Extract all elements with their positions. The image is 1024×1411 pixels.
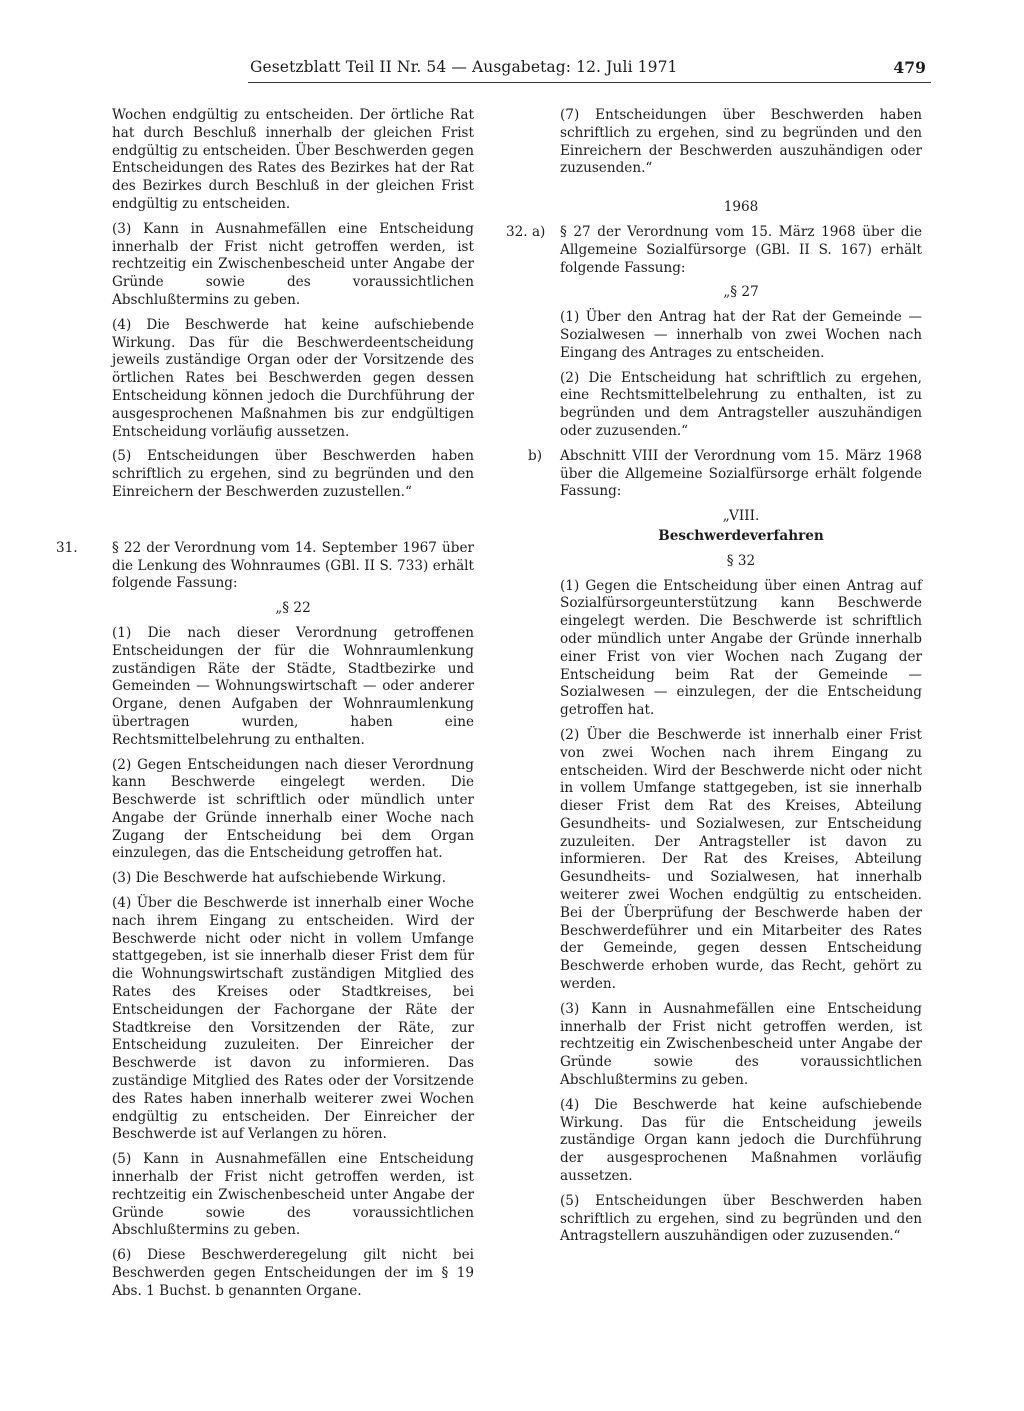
- item-32a-text: § 27 der Verordnung vom 15. März 1968 über die Allgemeine Sozialfürsorge (GBl. II S. 167) erhält folgende Fassung:: [560, 223, 922, 276]
- section-22-paragraph-6: (6) Diese Beschwerderegelung gilt nicht bei Beschwerden gegen Entscheidungen der im § 19 Abs. 1 Buchst. b genannten Organe.: [112, 1247, 474, 1299]
- section-22-paragraph-3: (3) Die Beschwerde hat aufschiebende Wirkung.: [112, 870, 447, 887]
- paragraph-4: (4) Die Beschwerde hat keine aufschiebende Wirkung. Das für die Beschwerdeentscheidung jeweils zuständige Organ oder der Vorsitzende des örtlichen Rates bei Beschwerden gegen dessen Entscheidung können jedoch die Durchführung der ausgesprochenen Maßnahmen bis zur endgültigen Entscheidung vorläufig aussetzen.: [112, 316, 474, 440]
- item-32b-text: Abschnitt VIII der Verordnung vom 15. März 1968 über die Allgemeine Sozialfürsorge erhält folgende Fassung:: [560, 447, 922, 500]
- page-header: [250, 58, 930, 76]
- section-22-paragraph-4: (4) Über die Beschwerde ist innerhalb einer Woche nach ihrem Eingang zu entscheiden. Wird der Beschwerde nicht oder nicht in vollem Umfange stattgegeben, ist sie innerhalb dieser Frist dem für die Wohnungswirtschaft zuständigen Mitglied des Rates des Kreises oder Stadtkreises, bei Entscheidungen der Fachorgane der Räte der Stadtkreise den Vorsitzenden der Räte, zur Entscheidung zuzuleiten. Der Einreicher der Beschwerde ist davon zu informieren. Das zuständige Mitglied des Rates oder der Vorsitzende des Rates haben innerhalb weiterer zwei Wochen endgültig zu entscheiden. Der Einreicher der Beschwerde ist auf Verlangen zu hören.: [112, 895, 474, 1143]
- section-27-heading: „§ 27: [723, 284, 759, 301]
- section-32-paragraph-1: (1) Gegen die Entscheidung über einen Antrag auf Sozialfürsorgeunterstützung kann Beschwerde eingelegt werden. Die Beschwerde ist schriftlich oder mündlich unter Angabe der Gründe innerhalb einer Frist von vier Wochen nach Zugang der Entscheidung beim Rat der Gemeinde — Sozialwesen — einzulegen, der die Entscheidung getroffen hat.: [560, 577, 922, 719]
- continued-paragraph: Wochen endgültig zu entscheiden. Der örtliche Rat hat durch Beschluß innerhalb der gleichen Frist endgültig zu entscheiden. Über Beschwerden gegen Entscheidungen des Rates des Bezirkes hat der Rat des Bezirkes durch Beschluß in der gleichen Frist endgültig zu entscheiden.: [112, 107, 474, 212]
- spacer: [560, 185, 922, 199]
- paragraph-3: (3) Kann in Ausnahmefällen eine Entscheidung innerhalb der Frist nicht getroffen werden, ist rechtzeitig ein Zwischenbescheid unter Angabe der Gründe sowie des voraussichtlichen Abschlußtermins zu geben.: [112, 220, 474, 308]
- section-32-paragraph-3: (3) Kann in Ausnahmefällen eine Entscheidung innerhalb der Frist nicht getroffen werden, ist rechtzeitig ein Zwischenbescheid unter Angabe der Gründe sowie des voraussichtlichen Abschlußtermins zu geben.: [560, 1000, 922, 1089]
- header-title: Gesetzblatt Teil II Nr. 54 — Ausgabetag: 12. Juli 1971: [250, 58, 678, 76]
- item-31: [56, 539, 474, 593]
- left-column: [56, 107, 474, 1308]
- section-27-paragraph-2: (2) Die Entscheidung hat schriftlich zu ergehen, eine Rechtsmittelbelehrung zu enthalten, ist zu begründen und dem Antragsteller auszuhändigen oder zuzusenden.“: [560, 369, 922, 439]
- year-heading: 1968: [723, 199, 759, 216]
- section-viii-number: „VIII.: [722, 508, 760, 525]
- section-22-paragraph-1: (1) Die nach dieser Verordnung getroffenen Entscheidungen der für die Wohnraumlenkung zuständigen Räte der Städte, Stadtbezirke und Gemeinden — Wohnungswirtschaft — oder anderer Organe, denen Aufgaben der Wohnraumlenkung übertragen wurden, haben eine Rechtsmittelbelehrung zu enthalten.: [112, 624, 474, 748]
- section-22-paragraph-5: (5) Kann in Ausnahmefällen eine Entscheidung innerhalb der Frist nicht getroffen werden, ist rechtzeitig ein Zwischenbescheid unter Angabe der Gründe sowie des voraussichtlichen Abschlußtermins zu geben.: [112, 1151, 474, 1239]
- page-number: 479: [893, 58, 926, 77]
- item-32a: [506, 223, 922, 277]
- section-32-heading: § 32: [726, 552, 756, 569]
- section-22-heading: „§ 22: [275, 600, 311, 617]
- section-32-paragraph-2: (2) Über die Beschwerde ist innerhalb einer Frist von zwei Wochen nach ihrem Eingang zu entscheiden. Wird der Beschwerde nicht oder nicht in vollem Umfange stattgegeben, ist sie innerhalb dieser Frist dem Rat des Kreises, Abteilung Gesundheits- und Sozialwesen, zur Entscheidung zuzuleiten. Der Antragsteller ist davon zu informieren. Der Rat des Kreises, Abteilung Gesundheits- und Sozialwesen, hat innerhalb weiterer zwei Wochen endgültig zu entscheiden. Bei der Überprüfung der Beschwerde haben der Beschwerdeführer und ein Mitarbeiter des Rates der Gemeinde, gegen dessen Entscheidung Beschwerde erhoben wurde, das Recht, gehört zu werden.: [560, 726, 922, 993]
- item-31-number: 31.: [56, 539, 78, 556]
- paragraph-5: (5) Entscheidungen über Beschwerden haben schriftlich zu ergehen, sind zu begründen und den Einreichern der Beschwerden zuzustellen.“: [112, 448, 474, 500]
- item-32b-label: b): [528, 447, 543, 464]
- item-32b: [528, 447, 922, 501]
- header-rule: [248, 82, 931, 83]
- right-column: [506, 107, 922, 1253]
- item-32a-number: 32. a): [506, 223, 546, 240]
- section-27-paragraph-1: (1) Über den Antrag hat der Rat der Gemeinde — Sozialwesen — innerhalb von zwei Wochen nach Eingang des Antrages zu entscheiden.: [560, 309, 922, 361]
- item-31-text: § 22 der Verordnung vom 14. September 1967 über die Lenkung des Wohnraumes (GBl. II S. 733) erhält folgende Fassung:: [112, 539, 474, 592]
- section-viii-title: Beschwerdeverfahren: [658, 527, 824, 544]
- section-22-paragraph-2: (2) Gegen Entscheidungen nach dieser Verordnung kann Beschwerde eingelegt werden. Die Beschwerde ist schriftlich oder mündlich unter Angabe der Gründe innerhalb einer Woche nach Zugang der Entscheidung bei dem Organ einzulegen, das die Entscheidung getroffen hat.: [112, 756, 474, 862]
- paragraph-7: (7) Entscheidungen über Beschwerden haben schriftlich zu ergehen, sind zu begründen und den Einreichern der Beschwerden auszuhändigen oder zuzusenden.“: [560, 107, 922, 177]
- section-32-paragraph-5: (5) Entscheidungen über Beschwerden haben schriftlich zu ergehen, sind zu begründen und den Antragstellern auszuhändigen oder zuzusenden.“: [560, 1192, 922, 1245]
- section-32-paragraph-4: (4) Die Beschwerde hat keine aufschiebende Wirkung. Das für die Entscheidung jeweils zuständige Organ kann jedoch die Durchführung der ausgesprochenen Maßnahmen vorläufig aussetzen.: [560, 1096, 922, 1185]
